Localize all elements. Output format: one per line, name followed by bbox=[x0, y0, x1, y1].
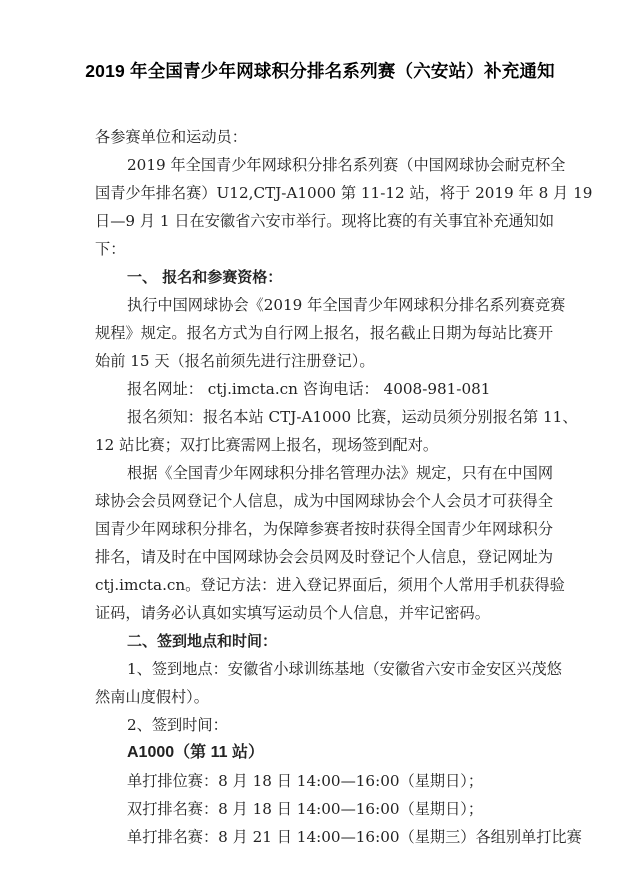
schedule-line: 单打排位赛：8 月 18 日 14:00—16:00（星期日）； bbox=[127, 772, 484, 790]
salutation-line: 各参赛单位和运动员： bbox=[95, 128, 247, 146]
paragraph-line: 下： bbox=[95, 240, 126, 258]
paragraph-line: ctj.imcta.cn。登记方法：进入登记界面后，须用个人常用手机获得验 bbox=[95, 576, 565, 594]
section-heading-registration: 一、 报名和参赛资格： bbox=[127, 268, 283, 286]
schedule-line: 单打排名赛：8 月 21 日 14:00—16:00（星期三）各组别单打比赛 bbox=[127, 828, 582, 846]
paragraph-line: 始前 15 天（报名前须先进行注册登记）。 bbox=[95, 352, 375, 370]
document-body bbox=[95, 123, 593, 851]
section-heading-checkin: 二、签到地点和时间： bbox=[127, 632, 278, 650]
paragraph-line: 排名，请及时在中国网球协会会员网及时登记个人信息，登记网址为 bbox=[95, 548, 553, 566]
paragraph-line: 根据《全国青少年网球积分排名管理办法》规定，只有在中国网 bbox=[127, 464, 553, 482]
paragraph-line: 报名须知：报名本站 CTJ-A1000 比赛，运动员须分别报名第 11、 bbox=[127, 408, 578, 426]
schedule-line: 双打排名赛：8 月 18 日 14:00—16:00（星期日）； bbox=[127, 800, 484, 818]
paragraph-line: 执行中国网球协会《2019 年全国青少年网球积分排名系列赛竞赛 bbox=[127, 296, 566, 314]
checkin-location-line: 然南山度假村）。 bbox=[95, 688, 209, 706]
paragraph-line: 规程》规定。报名方式为自行网上报名，报名截止日期为每站比赛开 bbox=[95, 324, 553, 342]
paragraph-line: 2019 年全国青少年网球积分排名系列赛（中国网球协会耐克杯全 bbox=[127, 156, 566, 174]
registration-url-line: 报名网址： ctj.imcta.cn 咨询电话： 4008-981-081 bbox=[127, 380, 491, 398]
paragraph-line: 12 站比赛；双打比赛需网上报名，现场签到配对。 bbox=[95, 436, 439, 454]
paragraph-line: 国青少年网球积分排名，为保障参赛者按时获得全国青少年网球积分 bbox=[95, 520, 553, 538]
paragraph-line: 日—9 月 1 日在安徽省六安市举行。现将比赛的有关事宜补充通知如 bbox=[95, 212, 555, 230]
stage-heading-a1000: A1000（第 11 站） bbox=[127, 744, 264, 761]
document-title: 2019 年全国青少年网球积分排名系列赛（六安站）补充通知 bbox=[85, 61, 555, 81]
checkin-time-label: 2、签到时间： bbox=[127, 716, 228, 734]
paragraph-line: 球协会会员网登记个人信息，成为中国网球协会个人会员才可获得全 bbox=[95, 492, 553, 510]
checkin-location-line: 1、签到地点：安徽省小球训练基地（安徽省六安市金安区兴茂悠 bbox=[127, 660, 562, 678]
paragraph-line: 国青少年排名赛）U12,CTJ-A1000 第 11-12 站，将于 2019 年 8 月 19 bbox=[95, 184, 593, 202]
paragraph-line: 证码，请务必认真如实填写运动员个人信息，并牢记密码。 bbox=[95, 604, 490, 622]
